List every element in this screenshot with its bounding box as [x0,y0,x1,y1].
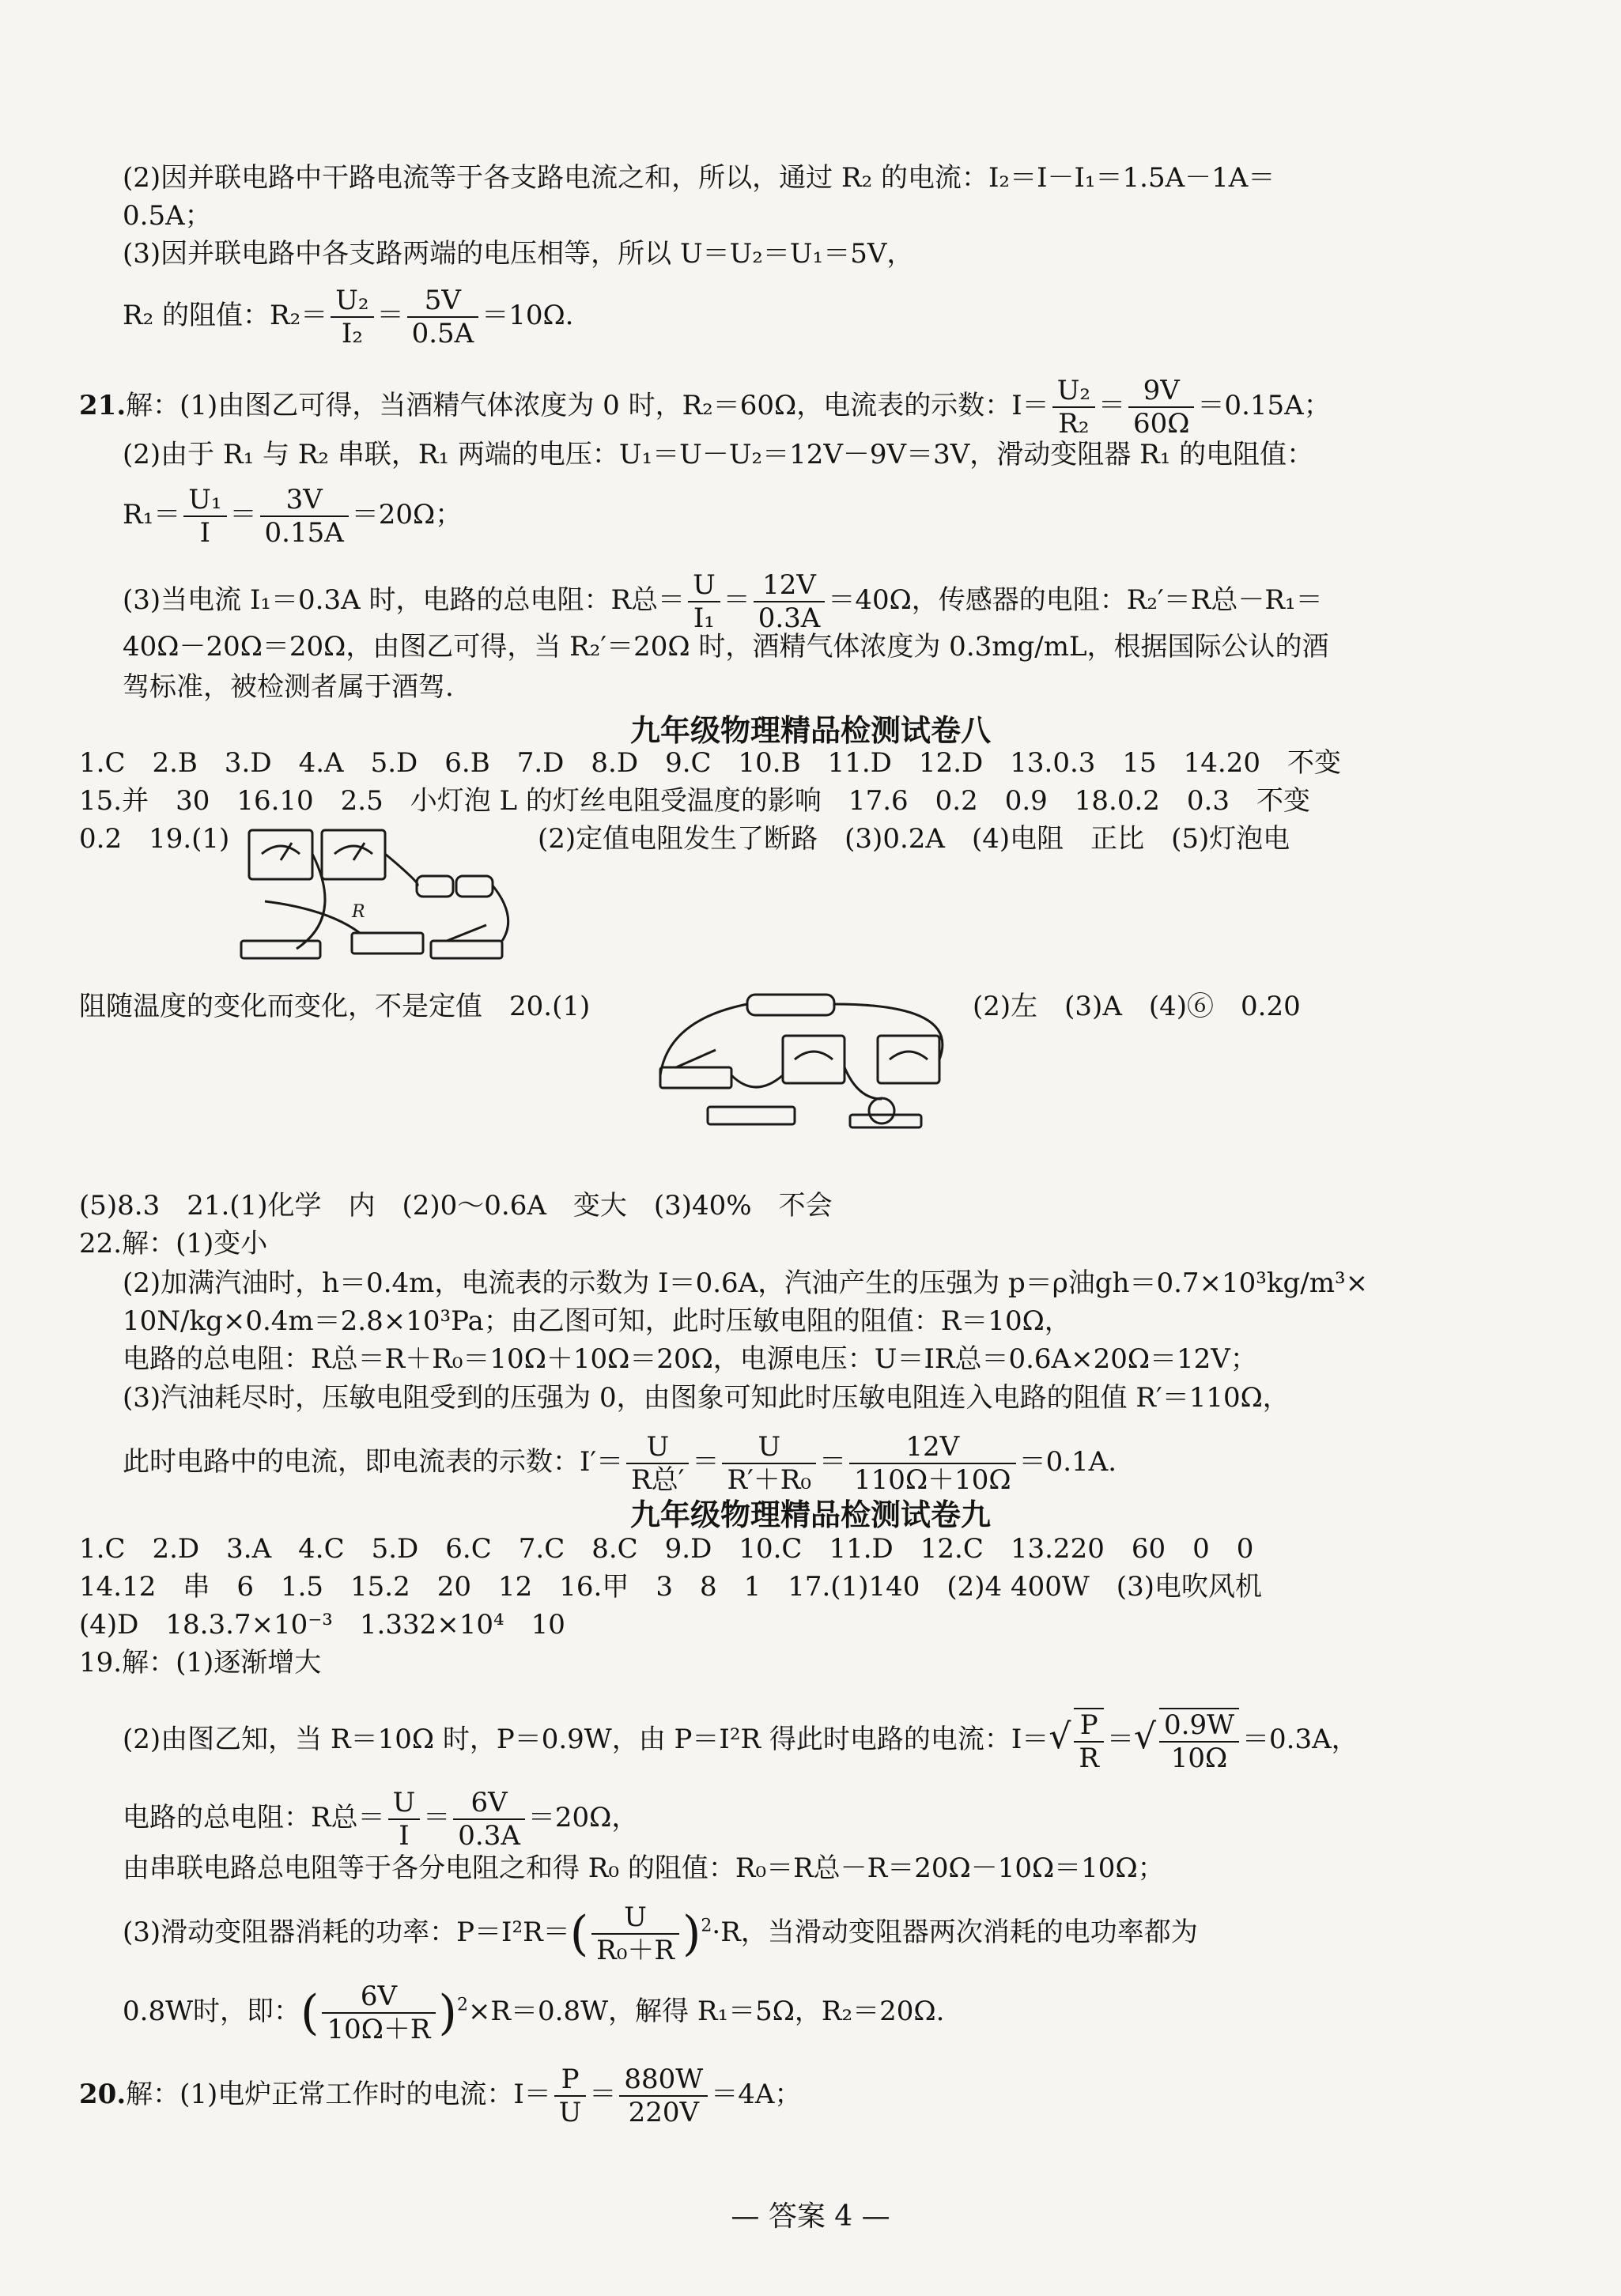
fraction: $\frac{\text{U₂}}{\text{R₂}}$ [1052,375,1095,440]
q22-line-5: (3)汽油耗尽时，压敏电阻受到的压强为 0，由图象可知此时压敏电阻连入电路的阻值 R′＝110Ω， [123,1382,1290,1414]
fraction: $\frac{3V}{0.15A}$ [260,484,349,549]
circuit-figure-19 [233,822,518,972]
circuit-figure-20 [644,988,969,1135]
answers-line-2: 15.并 30 16.10 2.5 小灯泡 L 的灯丝电阻受温度的影响 17.6 0.2 0.9 18.0.2 0.3 不变 [79,785,1310,817]
answers9-line-3: (4)D 18.3.7×10⁻³ 1.332×10⁴ 10 [79,1609,565,1641]
page-footer: — 答案 4 — [731,2200,890,2233]
fraction: $\frac{\text{U₂}}{\text{I₂}}$ [331,285,373,349]
line-3: (3)因并联电路中各支路两端的电压相等，所以 U＝U₂＝U₁＝5V， [123,238,914,270]
answers9-line-1: 1.C 2.D 3.A 4.C 5.D 6.C 7.C 8.C 9.D 10.C 11.D 12.C 13.220 60 0 0 [79,1533,1254,1565]
q22-line-2: (2)加满汽油时，h＝0.4m，电流表的示数为 I＝0.6A，汽油产生的压强为 p＝ρ油gh＝0.7×10³kg/m³× [123,1267,1369,1299]
q20-line-1: 20.解：(1)电炉正常工作时的电流：I＝ $\frac{P}{U}$ ＝ $\frac{880W}{220V}$ ＝4A； [79,2064,802,2128]
answers-line-3b: (2)定值电阻发生了断路 (3)0.2A (4)电阻 正比 (5)灯泡电 [538,823,1290,855]
section-heading-test-9: 九年级物理精品检测试卷九 [629,1497,991,1532]
answers-line-5: (5)8.3 21.(1)化学 内 (2)0～0.6A 变大 (3)40% 不会 [79,1190,833,1222]
answers-line-4b: (2)左 (3)A (4)⑥ 0.20 [973,991,1301,1022]
q19-line-3: 电路的总电阻：R总＝ $\frac{U}{I}$ ＝ $\frac{6V}{0.3A}$ ＝20Ω， [123,1787,639,1852]
fraction: $\frac{U}{\text{I₁}}$ [688,569,720,634]
q19-line-2: (2)由图乙知，当 R＝10Ω 时，P＝0.9W，由 P＝I²R 得此时电路的电流：I＝√ $\frac{P}{R}$ ＝√ $\frac{0.9W}{10\Omega}$ ＝0.3A， [123,1709,1358,1774]
line-4: R₂ 的阻值：R₂＝ $\frac{\text{U₂}}{\text{I₂}}$ ＝ $\frac{5V}{0.5A}$ ＝10Ω. [123,285,574,349]
fraction: $\frac{5V}{0.5A}$ [407,285,479,349]
fraction: $\frac{U}{\text{R₀＋R}}$ [591,1901,679,1966]
answers-line-4a: 阻随温度的变化而变化，不是定值 20.(1) [79,991,591,1022]
fraction: $\frac{\text{U₁}}{I}$ [183,484,226,549]
q21-line-5: 40Ω－20Ω＝20Ω，由图乙可得，当 R₂′＝20Ω 时，酒精气体浓度为 0.3mg/mL，根据国际公认的酒 [123,631,1329,663]
fraction: $\frac{0.9W}{10\Omega}$ [1159,1708,1239,1774]
q22-line-1: 22.解：(1)变小 [79,1228,268,1259]
fraction: $\frac{P}{U}$ [554,2064,587,2128]
fraction: $\frac{U}{I}$ [388,1787,421,1852]
line-2: 0.5A； [123,200,212,232]
line-1: (2)因并联电路中干路电流等于各支路电流之和，所以，通过 R₂ 的电流：I₂＝I－I₁＝1.5A－1A＝ [123,162,1275,194]
q19-line-4: 由串联电路总电阻等于各分电阻之和得 R₀ 的阻值：R₀＝R总－R＝20Ω－10Ω＝10Ω； [123,1852,1165,1884]
fraction: $\frac{12V}{110\Omega+10\Omega}$ [849,1431,1016,1496]
fraction: $\frac{U}{\text{R′＋R₀}}$ [722,1431,816,1496]
q19-line-6: 0.8W时，即：( $\frac{6V}{10\Omega+R}$ )$^2$×R＝0.8W，解得 R₁＝5Ω，R₂＝20Ω. [123,1981,945,2045]
q21-line-1: 21.解：(1)由图乙可得，当酒精气体浓度为 0 时，R₂＝60Ω，电流表的示数：I＝ $\frac{\text{U₂}}{\text{R₂}}$ ＝ $\frac{9V}{60\Omega}$ ＝0.15A； [79,375,1331,440]
fraction: $\frac{P}{R}$ [1074,1708,1104,1774]
answers-line-1: 1.C 2.B 3.D 4.A 5.D 6.B 7.D 8.D 9.C 10.B 11.D 12.D 13.0.3 15 14.20 不变 [79,747,1342,779]
q21-line-4: (3)当电流 I₁＝0.3A 时，电路的总电阻：R总＝ $\frac{U}{\text{I₁}}$ ＝ $\frac{12V}{0.3A}$ ＝40Ω，传感器的电阻：R₂′＝R总－R₁＝ [123,569,1323,634]
q22-line-3: 10N/kg×0.4m＝2.8×10³Pa；由乙图可知，此时压敏电阻的阻值：R＝10Ω， [123,1305,1071,1337]
q22-line-6: 此时电路中的电流，即电流表的示数：I′＝ $\frac{U}{\text{R总′}}$ ＝ $\frac{U}{\text{R′＋R₀}}$ ＝ $\frac{12V}{110\Omega+10\Omega}$ ＝0.1A. [123,1431,1117,1496]
q19-line-5: (3)滑动变阻器消耗的功率：P＝I²R＝( $\frac{U}{\text{R₀＋R}}$ )$^2$·R，当滑动变阻器两次消耗的电功率都为 [123,1901,1198,1966]
fraction: $\frac{6V}{10\Omega+R}$ [322,1981,435,2045]
svg-text:R: R [352,902,365,922]
section-heading-test-8: 九年级物理精品检测试卷八 [629,713,991,748]
q21-line-3: R₁＝ $\frac{\text{U₁}}{I}$ ＝ $\frac{3V}{0.15A}$ ＝20Ω； [123,484,463,549]
fraction: $\frac{880W}{220V}$ [619,2064,708,2128]
fraction: $\frac{6V}{0.3A}$ [453,1787,525,1852]
fraction: $\frac{9V}{60\Omega}$ [1128,375,1194,440]
answers-line-3a: 0.2 19.(1) [79,823,230,855]
q21-line-2: (2)由于 R₁ 与 R₂ 串联，R₁ 两端的电压：U₁＝U－U₂＝12V－9V＝3V，滑动变阻器 R₁ 的电阻值： [123,439,1314,470]
q22-line-4: 电路的总电阻：R总＝R＋R₀＝10Ω＋10Ω＝20Ω，电源电压：U＝IR总＝0.6A×20Ω＝12V； [123,1343,1257,1375]
fraction: $\frac{U}{\text{R总′}}$ [626,1431,689,1496]
answers9-line-2: 14.12 串 6 1.5 15.2 20 12 16.甲 3 8 1 17.(1)140 (2)4 400W (3)电吹风机 [79,1571,1262,1603]
q21-line-6: 驾标准，被检测者属于酒驾. [123,671,454,703]
fraction: $\frac{12V}{0.3A}$ [754,569,826,634]
q19-line-1: 19.解：(1)逐渐增大 [79,1647,322,1679]
